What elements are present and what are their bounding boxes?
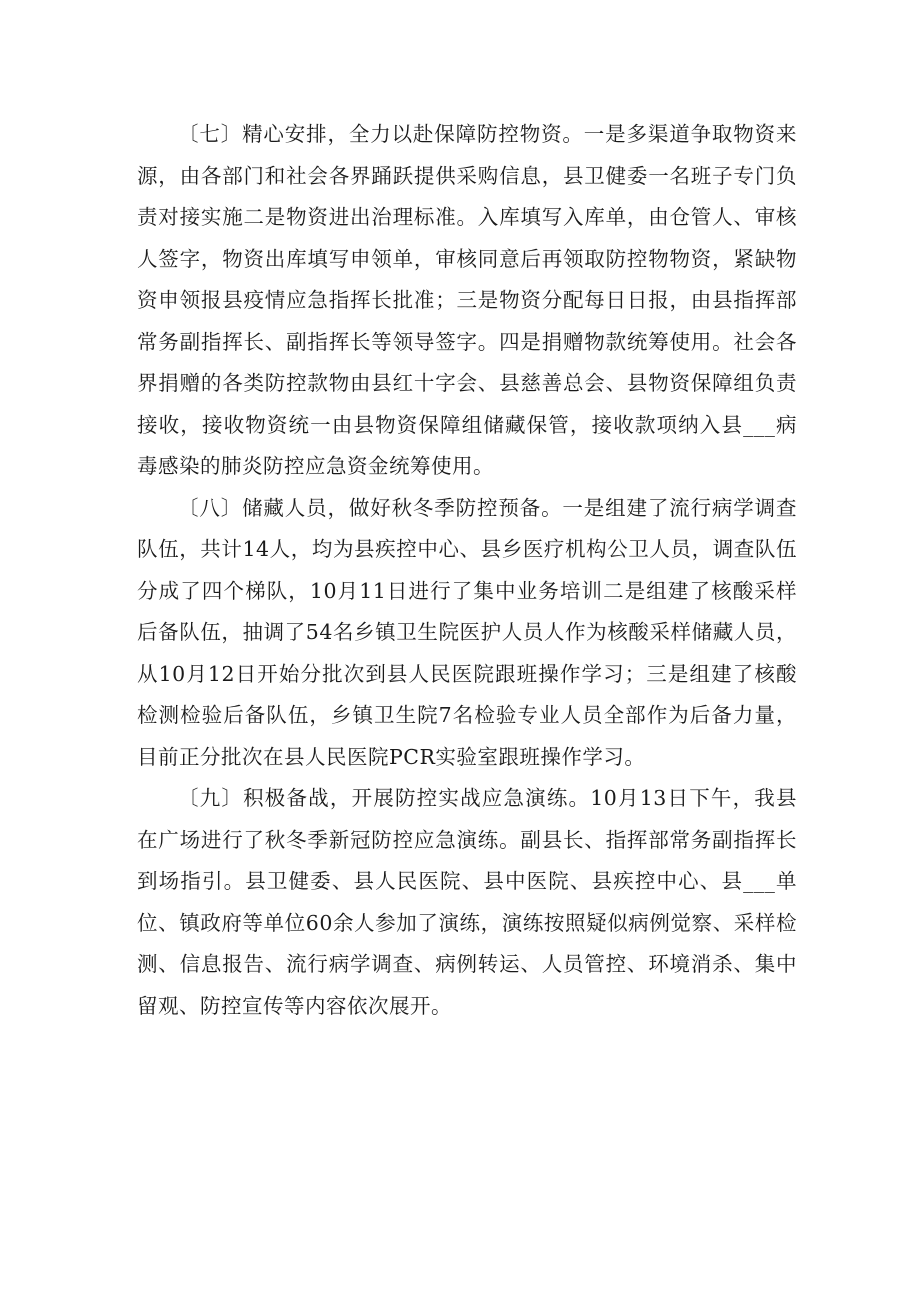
paragraph-9-drill: 〔九〕积极备战，开展防控实战应急演练。10月13日下午，我县在广场进行了秋冬季新冠防控应急演练。副县长、指挥部常务副指挥长到场指引。县卫健委、县人民医院、县中医院、县疾控中心、县___单位、镇政府等单位60余人参加了演练，演练按照疑似病例觉察、采样检测、信息报告、流行病学调查、病例转运、人员管控、环境消杀、集中留观、防控宣传等内容依次展开。	[137, 786, 797, 1018]
paragraph-7-supplies: 〔七〕精心安排，全力以赴保障防控物资。一是多渠道争取物资来源，由各部门和社会各界踊跃提供采购信息，县卫健委一名班子专门负责对接实施二是物资进出治理标准。入库填写入库单，由仓管人、审核人签字，物资出库填写申领单，审核同意后再领取防控物物资，紧缺物资申领报县疫情应急指挥长批准；三是物资分配每日日报，由县指挥部常务副指挥长、副指挥长等领导签字。四是捐赠物款统筹使用。社会各界捐赠的各类防控款物由县红十字会、县慈善总会、县物资保障组负责接收，接收物资统一由县物资保障组储藏保管，接收款项纳入县___病毒感染的肺炎防控应急资金统筹使用。	[137, 122, 797, 478]
document-body	[137, 114, 797, 1027]
paragraph-8-reserve-staff: 〔八〕储藏人员，做好秋冬季防控预备。一是组建了流行病学调查队伍，共计14人，均为县疾控中心、县乡医疗机构公卫人员，调查队伍分成了四个梯队，10月11日进行了集中业务培训二是组建了核酸采样后备队伍，抽调了54名乡镇卫生院医护人员人作为核酸采样储藏人员，从10月12日开始分批次到县人民医院跟班操作学习；三是组建了核酸检测检验后备队伍，乡镇卫生院7名检验专业人员全部作为后备力量，目前正分批次在县人民医院PCR实验室跟班操作学习。	[137, 495, 797, 769]
